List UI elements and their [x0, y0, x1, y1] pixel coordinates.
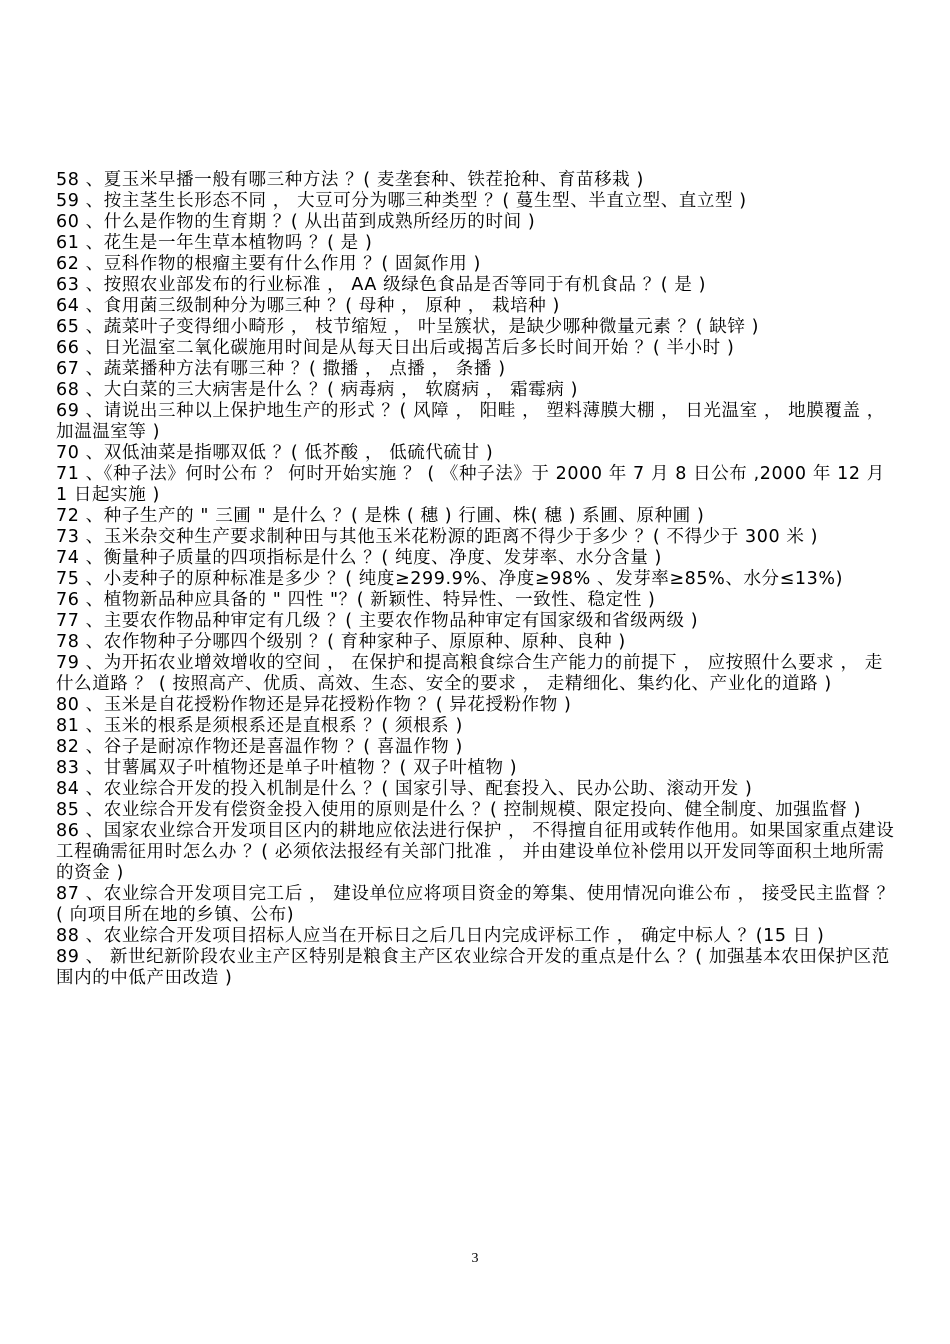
qa-item: 58 、夏玉米早播一般有哪三种方法 ？( 麦垄套种、铁茬抢种、育苗移栽 ) — [56, 170, 644, 190]
qa-item: 69 、请说出三种以上保护地生产的形式 ？( 风障 ， 阳畦 ， 塑料薄膜大棚 ， 日光温室 ， 地膜覆盖 ， 加温温室等 ) — [56, 401, 885, 442]
qa-item: 80 、玉米是自花授粉作物还是异花授粉作物 ？( 异花授粉作物 ) — [56, 695, 572, 715]
qa-item: 77 、主要农作物品种审定有几级 ？( 主要农作物品种审定有国家级和省级两级 ) — [56, 611, 699, 631]
qa-item: 85 、农业综合开发有偿资金投入使用的原则是什么 ？( 控制规模、限定投向、健全制度、加强监督 ) — [56, 800, 862, 820]
qa-item: 59 、按主茎生长形态不同 ， 大豆可分为哪三种类型 ？( 蔓生型、半直立型、直立型 ) — [56, 191, 747, 211]
qa-item: 63 、按照农业部发布的行业标准 ， AA 级绿色食品是否等同于有机食品 ？( 是 ) — [56, 275, 707, 295]
qa-item: 68 、大白菜的三大病害是什么 ？( 病毒病 ， 软腐病 ， 霜霉病 ) — [56, 380, 579, 400]
qa-item: 73 、玉米杂交种生产要求制种田与其他玉米花粉源的距离不得少于多少 ？( 不得少于 300 米 ) — [56, 527, 819, 547]
qa-item: 82 、谷子是耐凉作物还是喜温作物 ？( 喜温作物 ) — [56, 737, 463, 757]
qa-item: 60 、什么是作物的生育期 ？( 从出苗到成熟所经历的时间 ) — [56, 212, 536, 232]
qa-item: 61 、花生是一年生草本植物吗 ？( 是 ) — [56, 233, 373, 253]
qa-item: 72 、种子生产的 " 三圃 " 是什么 ？( 是株 ( 穗 ) 行圃、株( 穗 ) 系圃、原种圃 ) — [56, 506, 705, 526]
qa-list — [56, 170, 898, 989]
qa-item: 83 、甘薯属双子叶植物还是单子叶植物 ？( 双子叶植物 ) — [56, 758, 518, 778]
qa-item: 78 、农作物种子分哪四个级别 ？( 育种家种子、原原种、原种、良种 ) — [56, 632, 626, 652]
qa-item: 88 、农业综合开发项目招标人应当在开标日之后几日内完成评标工作 ， 确定中标人 ？(15 日 ) — [56, 926, 825, 946]
qa-item: 62 、豆科作物的根瘤主要有什么作用 ？( 固氮作用 ) — [56, 254, 481, 274]
qa-item: 75 、小麦种子的原种标准是多少 ？( 纯度≥299.9%、净度≥98% 、发芽率≥85%、水分≤13%) — [56, 569, 844, 589]
qa-item: 76 、植物新品种应具备的 " 四性 "？( 新颖性、特异性、一致性、稳定性 ) — [56, 590, 656, 610]
qa-item: 79 、为开拓农业增效增收的空间 ， 在保护和提高粮食综合生产能力的前提下 ， 应按照什么要求 ， 走什么道路 ？ ( 按照高产、优质、高效、生态、安全的要求 ， 走精细化、集约化、产业化的道路 ) — [56, 653, 883, 694]
page-number: 3 — [471, 1251, 479, 1266]
qa-item: 66 、日光温室二氧化碳施用时间是从每天日出后或揭苫后多长时间开始 ？( 半小时 ) — [56, 338, 735, 358]
qa-item: 87 、农业综合开发项目完工后 ， 建设单位应将项目资金的筹集、使用情况向谁公布 ， 接受民主监督 ？( 向项目所在地的乡镇、公布) — [56, 884, 895, 925]
qa-item: 81 、玉米的根系是须根系还是直根系 ？( 须根系 ) — [56, 716, 463, 736]
qa-item: 71 、《种子法》何时公布 ？ 何时开始实施 ？ ( 《种子法》于 2000 年 7 月 8 日公布 ,2000 年 12 月 1 日起实施 ) — [56, 464, 885, 505]
qa-item: 86 、国家农业综合开发项目区内的耕地应依法进行保护 ， 不得擅自征用或转作他用。如果国家重点建设工程确需征用时怎么办 ？( 必须依法报经有关部门批准 ， 并由建设单位补偿用以开发同等面积土地所需的资金 ) — [56, 821, 895, 883]
qa-item: 65 、蔬菜叶子变得细小畸形 ， 枝节缩短 ， 叶呈簇状，是缺少哪种微量元素 ？( 缺锌 ) — [56, 317, 760, 337]
qa-item: 74 、衡量种子质量的四项指标是什么 ？( 纯度、净度、发芽率、水分含量 ) — [56, 548, 662, 568]
qa-item: 89 、 新世纪新阶段农业主产区特别是粮食主产区农业综合开发的重点是什么 ？( 加强基本农田保护区范围内的中低产田改造 ) — [56, 947, 890, 988]
qa-item: 84 、农业综合开发的投入机制是什么 ？( 国家引导、配套投入、民办公助、滚动开发 ) — [56, 779, 753, 799]
qa-item: 70 、双低油菜是指哪双低 ？( 低芥酸 ， 低硫代硫甘 ) — [56, 443, 494, 463]
qa-item: 64 、食用菌三级制种分为哪三种 ？( 母种 ， 原种 ， 栽培种 ) — [56, 296, 560, 316]
qa-item: 67 、蔬菜播种方法有哪三种 ？( 撒播 ， 点播 ， 条播 ) — [56, 359, 506, 379]
